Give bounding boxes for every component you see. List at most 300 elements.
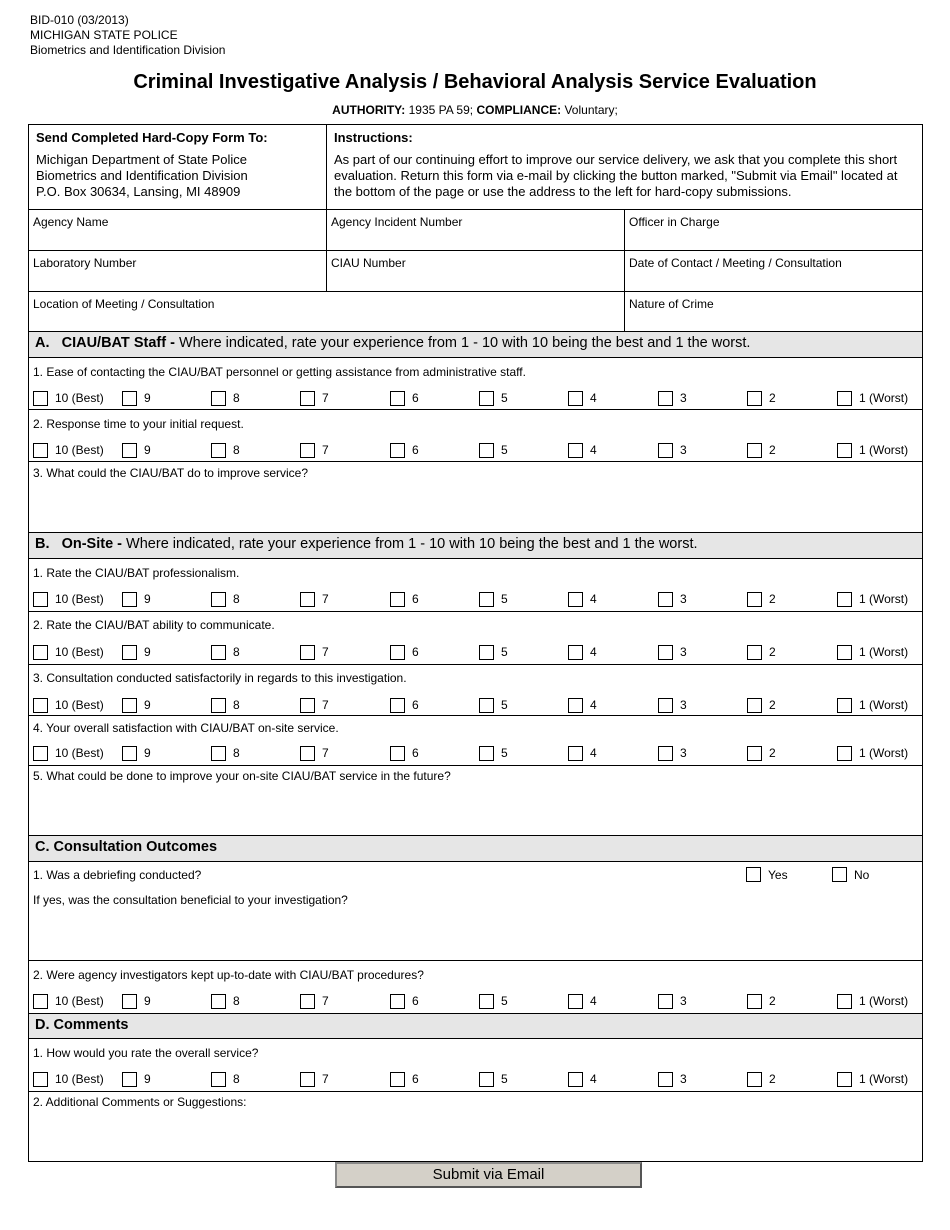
b-q4-checkbox-2[interactable] bbox=[747, 746, 762, 761]
b-q1-ratings bbox=[33, 590, 918, 610]
b-q3-option-6[interactable] bbox=[390, 696, 419, 714]
d-q1-label-7: 7 bbox=[322, 1072, 329, 1086]
c-q2-checkbox-5[interactable] bbox=[479, 994, 494, 1009]
instructions-title: Instructions: bbox=[334, 130, 413, 145]
b-q4-option-4[interactable] bbox=[568, 744, 597, 762]
a-q2-option-4[interactable] bbox=[568, 441, 597, 459]
b-q2-option-1-worst[interactable] bbox=[837, 643, 908, 661]
b-q2-checkbox-4[interactable] bbox=[568, 645, 583, 660]
b-q3-option-8[interactable] bbox=[211, 696, 240, 714]
section-b-heading bbox=[35, 536, 698, 552]
a-q2-checkbox-1-worst[interactable] bbox=[837, 443, 852, 458]
b-q2-option-4[interactable] bbox=[568, 643, 597, 661]
b-q4-label-6: 6 bbox=[412, 746, 419, 760]
a-q2-checkbox-7[interactable] bbox=[300, 443, 315, 458]
d-q1-option-10-best[interactable] bbox=[33, 1070, 104, 1088]
b-q3-checkbox-10-best[interactable] bbox=[33, 698, 48, 713]
c-q2-label-5: 5 bbox=[501, 994, 508, 1008]
a-q2-checkbox-9[interactable] bbox=[122, 443, 137, 458]
b-q3-option-7[interactable] bbox=[300, 696, 329, 714]
b-q3-option-10-best[interactable] bbox=[33, 696, 104, 714]
d-q1-option-8[interactable] bbox=[211, 1070, 240, 1088]
b-q4-option-10-best[interactable] bbox=[33, 744, 104, 762]
b-q3-checkbox-5[interactable] bbox=[479, 698, 494, 713]
b-q3-option-5[interactable] bbox=[479, 696, 508, 714]
c-q2-option-10-best[interactable] bbox=[33, 992, 104, 1010]
d-q1-ratings bbox=[33, 1070, 918, 1090]
a-q2-label-8: 8 bbox=[233, 443, 240, 457]
b-q1-label: 1. Rate the CIAU/BAT professionalism. bbox=[33, 566, 240, 580]
d-q1-option-1-worst[interactable] bbox=[837, 1070, 908, 1088]
a-q2-option-6[interactable] bbox=[390, 441, 419, 459]
b-q4-label: 4. Your overall satisfaction with CIAU/BAT on-site service. bbox=[33, 721, 339, 735]
b-q4-option-6[interactable] bbox=[390, 744, 419, 762]
b-q2-checkbox-9[interactable] bbox=[122, 645, 137, 660]
c-q1b-label: If yes, was the consultation beneficial to your investigation? bbox=[33, 893, 348, 907]
laboratory-number-field[interactable] bbox=[29, 251, 327, 291]
c-q2-label-2: 2 bbox=[769, 994, 776, 1008]
b-q3-option-2[interactable] bbox=[747, 696, 776, 714]
b-q2-option-6[interactable] bbox=[390, 643, 419, 661]
b-q3-label: 3. Consultation conducted satisfactorily in regards to this investigation. bbox=[33, 671, 407, 685]
b-q4-checkbox-6[interactable] bbox=[390, 746, 405, 761]
ciau-number-label: CIAU Number bbox=[331, 256, 406, 270]
c-q2-label-4: 4 bbox=[590, 994, 597, 1008]
c-q2-checkbox-1-worst[interactable] bbox=[837, 994, 852, 1009]
b-q3-label-10-best: 10 (Best) bbox=[55, 698, 104, 712]
b-q2-checkbox-8[interactable] bbox=[211, 645, 226, 660]
b-q1-checkbox-5[interactable] bbox=[479, 592, 494, 607]
a-q2-label-5: 5 bbox=[501, 443, 508, 457]
b-q2-label-3: 3 bbox=[680, 645, 687, 659]
b-q1-checkbox-7[interactable] bbox=[300, 592, 315, 607]
b-q4-checkbox-5[interactable] bbox=[479, 746, 494, 761]
a-q1-checkbox-5[interactable] bbox=[479, 391, 494, 406]
b-q4-label-9: 9 bbox=[144, 746, 151, 760]
b-q4-label-1-worst: 1 (Worst) bbox=[859, 746, 909, 760]
b-q5-row[interactable] bbox=[29, 766, 922, 836]
d-q2-label: 2. Additional Comments or Suggestions: bbox=[33, 1095, 247, 1109]
b-q4-option-8[interactable] bbox=[211, 744, 240, 762]
c-q2-option-2[interactable] bbox=[747, 992, 776, 1010]
b-q1-option-1-worst[interactable] bbox=[837, 590, 908, 608]
b-q2-label-8: 8 bbox=[233, 645, 240, 659]
a-q1-checkbox-7[interactable] bbox=[300, 391, 315, 406]
b-q2-option-5[interactable] bbox=[479, 643, 508, 661]
d-q1-label-5: 5 bbox=[501, 1072, 508, 1086]
form-id: BID-010 (03/2013) bbox=[30, 13, 129, 27]
d-q1-row bbox=[29, 1039, 922, 1092]
b-q1-label-4: 4 bbox=[590, 592, 597, 606]
a-q1-label-7: 7 bbox=[322, 391, 329, 405]
b-q4-checkbox-9[interactable] bbox=[122, 746, 137, 761]
b-q4-checkbox-10-best[interactable] bbox=[33, 746, 48, 761]
b-q1-option-6[interactable] bbox=[390, 590, 419, 608]
a-q1-label-5: 5 bbox=[501, 391, 508, 405]
section-b-header bbox=[29, 533, 922, 559]
b-q1-label-1-worst: 1 (Worst) bbox=[859, 592, 909, 606]
evaluation-form bbox=[28, 124, 923, 1162]
agency-name-label: Agency Name bbox=[33, 215, 109, 229]
d-q1-label-3: 3 bbox=[680, 1072, 687, 1086]
b-q2-checkbox-2[interactable] bbox=[747, 645, 762, 660]
b-q4-option-1-worst[interactable] bbox=[837, 744, 908, 762]
d-q1-option-3[interactable] bbox=[658, 1070, 687, 1088]
d-q1-label-8: 8 bbox=[233, 1072, 240, 1086]
authority-line bbox=[0, 103, 950, 117]
a-q1-option-7[interactable] bbox=[300, 389, 329, 407]
agency-incident-number-label: Agency Incident Number bbox=[331, 215, 463, 229]
section-d-heading bbox=[35, 1017, 128, 1033]
a-q2-option-7[interactable] bbox=[300, 441, 329, 459]
a-q1-label-4: 4 bbox=[590, 391, 597, 405]
d-q1-label: 1. How would you rate the overall service? bbox=[33, 1046, 259, 1060]
a-q1-option-4[interactable] bbox=[568, 389, 597, 407]
d-q1-checkbox-6[interactable] bbox=[390, 1072, 405, 1087]
a-q1-ratings bbox=[33, 389, 918, 409]
instructions-cell bbox=[327, 125, 922, 209]
compliance-label: COMPLIANCE: bbox=[476, 103, 562, 117]
a-q1-label-9: 9 bbox=[144, 391, 151, 405]
c-q2-label-1-worst: 1 (Worst) bbox=[859, 994, 909, 1008]
c-q2-option-9[interactable] bbox=[122, 992, 151, 1010]
a-q1-option-10-best[interactable] bbox=[33, 389, 104, 407]
send-to-line1: Michigan Department of State Police bbox=[36, 152, 247, 167]
b-q2-option-8[interactable] bbox=[211, 643, 240, 661]
b-q2-option-2[interactable] bbox=[747, 643, 776, 661]
d-q1-checkbox-8[interactable] bbox=[211, 1072, 226, 1087]
b-q3-option-4[interactable] bbox=[568, 696, 597, 714]
b-q1-checkbox-1-worst[interactable] bbox=[837, 592, 852, 607]
a-q2-label-4: 4 bbox=[590, 443, 597, 457]
b-q1-option-8[interactable] bbox=[211, 590, 240, 608]
c-q2-label-8: 8 bbox=[233, 994, 240, 1008]
section-b-desc: Where indicated, rate your experience from 1 - 10 with 10 being the best and 1 the worst. bbox=[126, 536, 698, 552]
d-q1-label-4: 4 bbox=[590, 1072, 597, 1086]
b-q3-checkbox-1-worst[interactable] bbox=[837, 698, 852, 713]
a-q1-checkbox-4[interactable] bbox=[568, 391, 583, 406]
b-q1-option-3[interactable] bbox=[658, 590, 687, 608]
c-q2-checkbox-8[interactable] bbox=[211, 994, 226, 1009]
a-q1-option-2[interactable] bbox=[747, 389, 776, 407]
a-q1-option-5[interactable] bbox=[479, 389, 508, 407]
a-q2-label-10-best: 10 (Best) bbox=[55, 443, 104, 457]
b-q4-label-2: 2 bbox=[769, 746, 776, 760]
b-q2-option-10-best[interactable] bbox=[33, 643, 104, 661]
debrief-yes-label: Yes bbox=[768, 867, 788, 882]
b-q2-option-3[interactable] bbox=[658, 643, 687, 661]
b-q1-checkbox-10-best[interactable] bbox=[33, 592, 48, 607]
c-q2-checkbox-4[interactable] bbox=[568, 994, 583, 1009]
b-q4-label-4: 4 bbox=[590, 746, 597, 760]
d-q1-checkbox-9[interactable] bbox=[122, 1072, 137, 1087]
b-q4-checkbox-7[interactable] bbox=[300, 746, 315, 761]
a-q1-label-8: 8 bbox=[233, 391, 240, 405]
b-q2-checkbox-7[interactable] bbox=[300, 645, 315, 660]
a-q1-checkbox-3[interactable] bbox=[658, 391, 673, 406]
date-of-contact-label: Date of Contact / Meeting / Consultation bbox=[629, 256, 842, 270]
section-d-header bbox=[29, 1014, 922, 1039]
b-q4-checkbox-8[interactable] bbox=[211, 746, 226, 761]
b-q1-option-10-best[interactable] bbox=[33, 590, 104, 608]
a-q2-checkbox-4[interactable] bbox=[568, 443, 583, 458]
c-q2-option-5[interactable] bbox=[479, 992, 508, 1010]
b-q4-option-3[interactable] bbox=[658, 744, 687, 762]
date-of-contact-field[interactable] bbox=[625, 251, 922, 291]
officer-in-charge-label: Officer in Charge bbox=[629, 215, 720, 229]
b-q2-label-4: 4 bbox=[590, 645, 597, 659]
a-q2-option-9[interactable] bbox=[122, 441, 151, 459]
b-q3-checkbox-8[interactable] bbox=[211, 698, 226, 713]
c-q2-option-3[interactable] bbox=[658, 992, 687, 1010]
a-q2-option-8[interactable] bbox=[211, 441, 240, 459]
division-name-header: Biometrics and Identification Division bbox=[30, 43, 226, 57]
a-q1-row bbox=[29, 358, 922, 410]
b-q1-option-7[interactable] bbox=[300, 590, 329, 608]
location-row bbox=[29, 292, 922, 332]
a-q1-label-10-best: 10 (Best) bbox=[55, 391, 104, 405]
b-q3-label-4: 4 bbox=[590, 698, 597, 712]
a-q2-option-1-worst[interactable] bbox=[837, 441, 908, 459]
a-q1-checkbox-6[interactable] bbox=[390, 391, 405, 406]
send-to-line3: P.O. Box 30634, Lansing, MI 48909 bbox=[36, 184, 241, 199]
b-q2-label-2: 2 bbox=[769, 645, 776, 659]
section-a-name: CIAU/BAT Staff - bbox=[61, 335, 175, 351]
b-q3-checkbox-4[interactable] bbox=[568, 698, 583, 713]
b-q3-option-3[interactable] bbox=[658, 696, 687, 714]
c-q1-row bbox=[29, 862, 922, 961]
c-q2-option-4[interactable] bbox=[568, 992, 597, 1010]
c-q2-option-8[interactable] bbox=[211, 992, 240, 1010]
b-q3-option-9[interactable] bbox=[122, 696, 151, 714]
a-q1-checkbox-2[interactable] bbox=[747, 391, 762, 406]
c-q2-label: 2. Were agency investigators kept up-to-date with CIAU/BAT procedures? bbox=[33, 968, 424, 982]
b-q2-checkbox-10-best[interactable] bbox=[33, 645, 48, 660]
submit-via-email-button[interactable]: Submit via Email bbox=[335, 1162, 642, 1188]
a-q3-row[interactable] bbox=[29, 462, 922, 533]
d-q1-checkbox-2[interactable] bbox=[747, 1072, 762, 1087]
page-title: Criminal Investigative Analysis / Behavioral Analysis Service Evaluation bbox=[133, 71, 817, 93]
a-q1-checkbox-8[interactable] bbox=[211, 391, 226, 406]
c-q2-label-10-best: 10 (Best) bbox=[55, 994, 104, 1008]
b-q3-label-9: 9 bbox=[144, 698, 151, 712]
b-q4-ratings bbox=[33, 744, 918, 764]
b-q3-checkbox-3[interactable] bbox=[658, 698, 673, 713]
c-q2-checkbox-7[interactable] bbox=[300, 994, 315, 1009]
b-q4-checkbox-1-worst[interactable] bbox=[837, 746, 852, 761]
b-q4-option-5[interactable] bbox=[479, 744, 508, 762]
b-q1-checkbox-4[interactable] bbox=[568, 592, 583, 607]
agency-name-field[interactable] bbox=[29, 210, 327, 250]
section-c-heading bbox=[35, 839, 217, 855]
b-q3-option-1-worst[interactable] bbox=[837, 696, 908, 714]
a-q1-option-9[interactable] bbox=[122, 389, 151, 407]
a-q2-option-2[interactable] bbox=[747, 441, 776, 459]
b-q2-checkbox-1-worst[interactable] bbox=[837, 645, 852, 660]
b-q1-checkbox-3[interactable] bbox=[658, 592, 673, 607]
b-q2-row bbox=[29, 612, 922, 665]
d-q1-label-6: 6 bbox=[412, 1072, 419, 1086]
d-q1-option-4[interactable] bbox=[568, 1070, 597, 1088]
debrief-yes-option[interactable] bbox=[746, 867, 788, 882]
c-q2-row bbox=[29, 961, 922, 1014]
b-q4-checkbox-3[interactable] bbox=[658, 746, 673, 761]
b-q1-label-5: 5 bbox=[501, 592, 508, 606]
d-q1-checkbox-3[interactable] bbox=[658, 1072, 673, 1087]
c-q2-checkbox-2[interactable] bbox=[747, 994, 762, 1009]
officer-in-charge-field[interactable] bbox=[625, 210, 922, 250]
a-q2-checkbox-5[interactable] bbox=[479, 443, 494, 458]
d-q1-checkbox-7[interactable] bbox=[300, 1072, 315, 1087]
b-q3-ratings bbox=[33, 696, 918, 716]
d-q1-option-7[interactable] bbox=[300, 1070, 329, 1088]
a-q1-checkbox-10-best[interactable] bbox=[33, 391, 48, 406]
agency-incident-number-field[interactable] bbox=[327, 210, 625, 250]
d-q1-checkbox-4[interactable] bbox=[568, 1072, 583, 1087]
b-q1-label-8: 8 bbox=[233, 592, 240, 606]
b-q3-label-6: 6 bbox=[412, 698, 419, 712]
b-q3-checkbox-2[interactable] bbox=[747, 698, 762, 713]
a-q2-checkbox-6[interactable] bbox=[390, 443, 405, 458]
c-q2-checkbox-3[interactable] bbox=[658, 994, 673, 1009]
authority-value: 1935 PA 59; bbox=[408, 103, 474, 117]
c-q2-checkbox-10-best[interactable] bbox=[33, 994, 48, 1009]
b-q1-checkbox-2[interactable] bbox=[747, 592, 762, 607]
section-b-name: On-Site - bbox=[61, 536, 123, 552]
a-q3-label: 3. What could the CIAU/BAT do to improve service? bbox=[33, 466, 309, 480]
b-q2-checkbox-3[interactable] bbox=[658, 645, 673, 660]
send-to-cell bbox=[29, 125, 327, 209]
b-q2-checkbox-6[interactable] bbox=[390, 645, 405, 660]
b-q4-option-7[interactable] bbox=[300, 744, 329, 762]
b-q3-label-2: 2 bbox=[769, 698, 776, 712]
debrief-no-option[interactable] bbox=[832, 867, 869, 882]
b-q4-checkbox-4[interactable] bbox=[568, 746, 583, 761]
nature-of-crime-field[interactable] bbox=[625, 292, 922, 331]
b-q2-option-7[interactable] bbox=[300, 643, 329, 661]
b-q3-checkbox-7[interactable] bbox=[300, 698, 315, 713]
b-q4-row bbox=[29, 716, 922, 766]
b-q3-label-8: 8 bbox=[233, 698, 240, 712]
b-q1-checkbox-8[interactable] bbox=[211, 592, 226, 607]
location-field[interactable] bbox=[29, 292, 625, 331]
d-q1-checkbox-1-worst[interactable] bbox=[837, 1072, 852, 1087]
a-q2-option-5[interactable] bbox=[479, 441, 508, 459]
b-q2-label-7: 7 bbox=[322, 645, 329, 659]
d-q1-label-2: 2 bbox=[769, 1072, 776, 1086]
b-q2-checkbox-5[interactable] bbox=[479, 645, 494, 660]
c-q2-option-7[interactable] bbox=[300, 992, 329, 1010]
a-q2-label-6: 6 bbox=[412, 443, 419, 457]
b-q3-checkbox-9[interactable] bbox=[122, 698, 137, 713]
b-q1-label-2: 2 bbox=[769, 592, 776, 606]
b-q1-label-9: 9 bbox=[144, 592, 151, 606]
b-q4-label-3: 3 bbox=[680, 746, 687, 760]
d-q1-option-5[interactable] bbox=[479, 1070, 508, 1088]
b-q4-label-8: 8 bbox=[233, 746, 240, 760]
d-q1-checkbox-5[interactable] bbox=[479, 1072, 494, 1087]
b-q3-row bbox=[29, 665, 922, 716]
a-q2-ratings bbox=[33, 441, 918, 461]
debrief-yes-checkbox[interactable] bbox=[746, 867, 761, 882]
a-q2-checkbox-8[interactable] bbox=[211, 443, 226, 458]
a-q1-label-2: 2 bbox=[769, 391, 776, 405]
b-q1-option-2[interactable] bbox=[747, 590, 776, 608]
lab-row bbox=[29, 251, 922, 292]
b-q1-option-9[interactable] bbox=[122, 590, 151, 608]
b-q1-checkbox-6[interactable] bbox=[390, 592, 405, 607]
section-c-header bbox=[29, 836, 922, 862]
b-q1-option-4[interactable] bbox=[568, 590, 597, 608]
a-q2-option-10-best[interactable] bbox=[33, 441, 104, 459]
b-q1-option-5[interactable] bbox=[479, 590, 508, 608]
a-q2-checkbox-3[interactable] bbox=[658, 443, 673, 458]
send-to-line2: Biometrics and Identification Division bbox=[36, 168, 248, 183]
b-q3-checkbox-6[interactable] bbox=[390, 698, 405, 713]
a-q1-checkbox-9[interactable] bbox=[122, 391, 137, 406]
nature-of-crime-label: Nature of Crime bbox=[629, 297, 714, 311]
a-q2-label-7: 7 bbox=[322, 443, 329, 457]
c-q2-option-1-worst[interactable] bbox=[837, 992, 908, 1010]
laboratory-number-label: Laboratory Number bbox=[33, 256, 137, 270]
compliance-value: Voluntary; bbox=[564, 103, 618, 117]
b-q4-option-2[interactable] bbox=[747, 744, 776, 762]
b-q3-label-7: 7 bbox=[322, 698, 329, 712]
a-q2-option-3[interactable] bbox=[658, 441, 687, 459]
c-q2-checkbox-9[interactable] bbox=[122, 994, 137, 1009]
a-q1-checkbox-1-worst[interactable] bbox=[837, 391, 852, 406]
ciau-number-field[interactable] bbox=[327, 251, 625, 291]
d-q2-row[interactable] bbox=[29, 1092, 922, 1161]
section-a-heading bbox=[35, 335, 750, 351]
a-q1-option-3[interactable] bbox=[658, 389, 687, 407]
send-to-address bbox=[36, 152, 248, 200]
debrief-no-checkbox[interactable] bbox=[832, 867, 847, 882]
b-q4-label-5: 5 bbox=[501, 746, 508, 760]
a-q2-checkbox-10-best[interactable] bbox=[33, 443, 48, 458]
a-q1-option-1-worst[interactable] bbox=[837, 389, 908, 407]
a-q1-label-3: 3 bbox=[680, 391, 687, 405]
d-q1-option-6[interactable] bbox=[390, 1070, 419, 1088]
b-q1-label-7: 7 bbox=[322, 592, 329, 606]
c-q2-checkbox-6[interactable] bbox=[390, 994, 405, 1009]
a-q2-checkbox-2[interactable] bbox=[747, 443, 762, 458]
c-q2-label-9: 9 bbox=[144, 994, 151, 1008]
d-q1-option-2[interactable] bbox=[747, 1070, 776, 1088]
b-q2-option-9[interactable] bbox=[122, 643, 151, 661]
b-q4-option-9[interactable] bbox=[122, 744, 151, 762]
d-q1-option-9[interactable] bbox=[122, 1070, 151, 1088]
c-q2-option-6[interactable] bbox=[390, 992, 419, 1010]
a-q1-option-6[interactable] bbox=[390, 389, 419, 407]
b-q3-label-3: 3 bbox=[680, 698, 687, 712]
c-q2-label-3: 3 bbox=[680, 994, 687, 1008]
a-q2-label-3: 3 bbox=[680, 443, 687, 457]
c-q1-label: 1. Was a debriefing conducted? bbox=[33, 868, 202, 882]
b-q2-label-6: 6 bbox=[412, 645, 419, 659]
agency-name-header: MICHIGAN STATE POLICE bbox=[30, 28, 178, 42]
section-a-letter: A. bbox=[35, 335, 50, 351]
d-q1-checkbox-10-best[interactable] bbox=[33, 1072, 48, 1087]
d-q1-label-9: 9 bbox=[144, 1072, 151, 1086]
debrief-no-label: No bbox=[854, 867, 870, 882]
b-q1-checkbox-9[interactable] bbox=[122, 592, 137, 607]
a-q1-option-8[interactable] bbox=[211, 389, 240, 407]
section-c-title: C. Consultation Outcomes bbox=[35, 839, 218, 855]
form-header bbox=[30, 13, 225, 58]
a-q1-label-1-worst: 1 (Worst) bbox=[859, 391, 909, 405]
b-q2-label-9: 9 bbox=[144, 645, 151, 659]
